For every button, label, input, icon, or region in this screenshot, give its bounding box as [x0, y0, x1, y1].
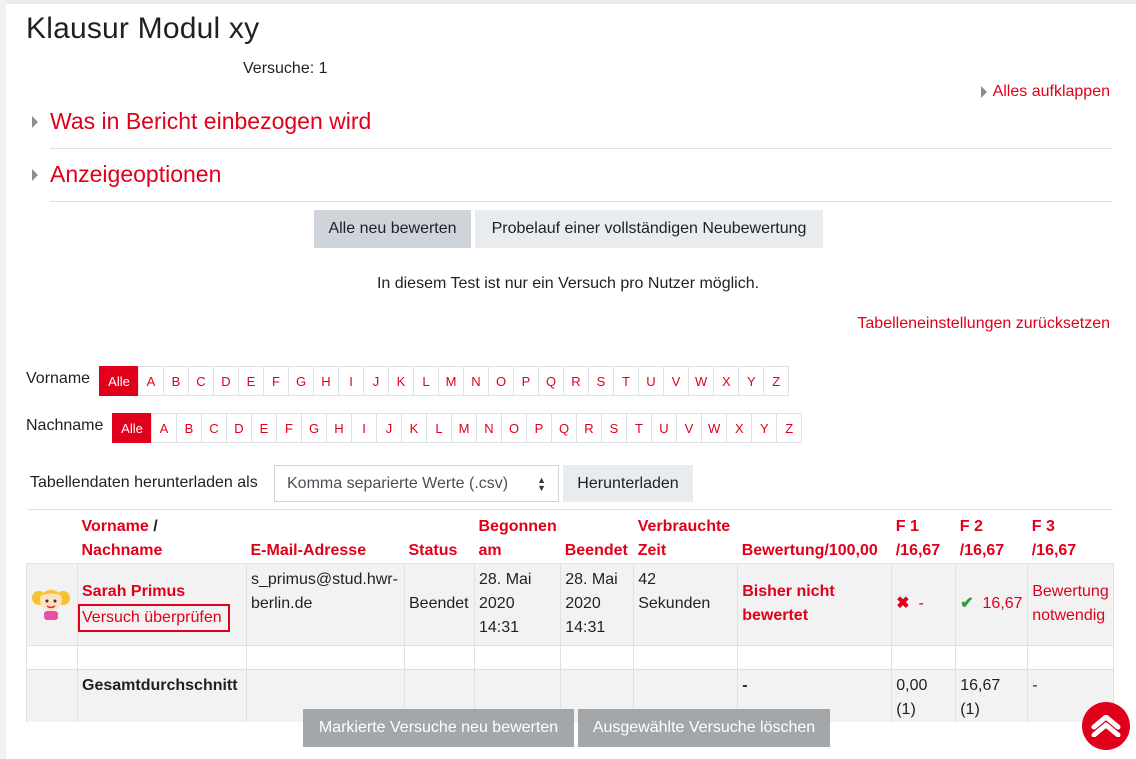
- check-icon: ✔: [960, 595, 974, 612]
- firstname-filter-letter[interactable]: Y: [738, 366, 764, 396]
- lastname-filter-letter[interactable]: I: [351, 413, 377, 443]
- lastname-filter-letter[interactable]: A: [151, 413, 177, 443]
- finished-cell: [561, 564, 634, 646]
- started-time: 14:31: [479, 619, 520, 636]
- download-label: Tabellendaten herunterladen als: [30, 474, 258, 491]
- cross-icon: ✖: [896, 595, 910, 612]
- lastname-filter-letter[interactable]: G: [301, 413, 327, 443]
- time-header-label: Verbrauchte: [637, 518, 731, 535]
- table-header-row: [27, 510, 1114, 564]
- collapse-triangle-icon: [32, 116, 38, 128]
- section-divider: [50, 201, 1112, 202]
- download-format-select[interactable]: [274, 465, 559, 502]
- firstname-filter-letter[interactable]: H: [313, 366, 339, 396]
- status-value: Beendet: [409, 595, 469, 612]
- section-included-toggle[interactable]: [26, 108, 1112, 135]
- lastname-filter-letter[interactable]: Y: [751, 413, 777, 443]
- q2-header-label: F 2: [959, 518, 983, 535]
- lastname-filter-letter[interactable]: F: [276, 413, 302, 443]
- firstname-initials-bar: [99, 366, 789, 396]
- scroll-to-top-button[interactable]: [1082, 702, 1130, 750]
- lastname-filter-letter[interactable]: Q: [551, 413, 577, 443]
- grade-link[interactable]: [742, 580, 887, 628]
- firstname-filter-letter[interactable]: Q: [538, 366, 564, 396]
- started-day: 28. Mai: [479, 571, 532, 588]
- q3-cell: [1028, 564, 1114, 646]
- lastname-filter-letter[interactable]: D: [226, 413, 252, 443]
- top-border: [0, 0, 1136, 4]
- lastname-filter-letter[interactable]: W: [701, 413, 727, 443]
- firstname-filter-letter[interactable]: C: [188, 366, 214, 396]
- started-column-header[interactable]: [475, 510, 561, 564]
- lastname-filter-letter[interactable]: K: [401, 413, 427, 443]
- section-display-title: Anzeigeoptionen: [50, 161, 222, 187]
- download-button[interactable]: Herunterladen: [563, 465, 693, 502]
- q1-value: -: [918, 595, 924, 612]
- firstname-filter-letter[interactable]: N: [463, 366, 489, 396]
- grade-header-label: Bewertung/100,00: [741, 542, 878, 559]
- lastname-filter-letter[interactable]: B: [176, 413, 202, 443]
- lastname-filter-letter[interactable]: N: [476, 413, 502, 443]
- average-label: Gesamtdurchschnitt: [78, 670, 247, 723]
- lastname-filter-label: Nachname: [26, 417, 104, 434]
- q3-header-label: F 3: [1031, 518, 1055, 535]
- finished-column-header[interactable]: [561, 510, 634, 564]
- firstname-filter-letter[interactable]: Z: [763, 366, 789, 396]
- lastname-filter-letter[interactable]: V: [676, 413, 702, 443]
- firstname-filter-letter[interactable]: W: [688, 366, 714, 396]
- email-part-1: s_primus@stud.hwr-: [251, 571, 398, 588]
- expand-all-link[interactable]: [981, 83, 1110, 101]
- status-column-header[interactable]: [405, 510, 475, 564]
- lastname-filter-all[interactable]: Alle: [112, 413, 152, 443]
- q1-link[interactable]: [896, 592, 951, 616]
- name-cell: [78, 564, 247, 646]
- firstname-filter-letter[interactable]: X: [713, 366, 739, 396]
- q3-column-header[interactable]: [1028, 510, 1114, 564]
- started-header-label: Begonnen: [478, 518, 557, 535]
- lastname-filter-letter[interactable]: J: [376, 413, 402, 443]
- reset-table-link[interactable]: Tabelleneinstellungen zurücksetzen: [857, 315, 1110, 332]
- lastname-filter-letter[interactable]: C: [201, 413, 227, 443]
- chevron-up-icon: [1091, 715, 1121, 737]
- started-header-label-2: am: [478, 542, 502, 559]
- name-column-header: [78, 510, 247, 564]
- q1-header-label: F 1: [895, 518, 919, 535]
- lastname-filter-letter[interactable]: E: [251, 413, 277, 443]
- sort-lastname-link[interactable]: Nachname: [81, 542, 163, 559]
- firstname-filter-letter[interactable]: I: [338, 366, 364, 396]
- finished-day: 28. Mai: [565, 571, 618, 588]
- attempts-count: Versuche: 1: [243, 60, 328, 77]
- select-column-header: [27, 510, 78, 564]
- student-name-link[interactable]: Sarah Primus: [82, 583, 186, 600]
- time-cell: [634, 564, 738, 646]
- email-column-header[interactable]: [247, 510, 405, 564]
- regrade-selected-button[interactable]: Markierte Versuche neu bewerten: [303, 709, 574, 747]
- email-cell: [247, 564, 405, 646]
- firstname-filter-letter[interactable]: J: [363, 366, 389, 396]
- dry-run-button[interactable]: Probelauf einer vollständigen Neubewertung: [475, 210, 823, 248]
- firstname-filter-letter[interactable]: A: [138, 366, 164, 396]
- lastname-filter-letter[interactable]: H: [326, 413, 352, 443]
- average-q1: 0,00 (1): [892, 670, 956, 723]
- avatar-cell: [27, 564, 78, 646]
- avatar[interactable]: [31, 582, 71, 622]
- lastname-initials-bar: [112, 413, 802, 443]
- email-header-label: E-Mail-Adresse: [250, 542, 367, 559]
- q1-column-header[interactable]: [892, 510, 956, 564]
- left-shadow: [0, 0, 6, 759]
- table-row: [27, 564, 1114, 646]
- lastname-filter-letter[interactable]: M: [451, 413, 477, 443]
- lastname-filter-letter[interactable]: P: [526, 413, 552, 443]
- finished-header-label: Beendet: [564, 542, 628, 559]
- email-part-2: berlin.de: [251, 595, 313, 612]
- firstname-filter-letter[interactable]: R: [563, 366, 589, 396]
- lastname-filter-letter[interactable]: U: [651, 413, 677, 443]
- review-attempt-link[interactable]: Versuch überprüfen: [78, 604, 230, 632]
- firstname-filter-letter[interactable]: M: [438, 366, 464, 396]
- time-unit: Sekunden: [638, 595, 711, 612]
- table-spacer-row: [27, 646, 1114, 670]
- lastname-filter-letter[interactable]: O: [501, 413, 527, 443]
- grade-column-header[interactable]: [738, 510, 892, 564]
- average-q2: 16,67 (1): [956, 670, 1028, 723]
- header-slash: /: [148, 518, 158, 535]
- grade-cell: [738, 564, 892, 646]
- firstname-filter-letter[interactable]: P: [513, 366, 539, 396]
- firstname-filter-label: Vorname: [26, 370, 91, 387]
- status-cell: [405, 564, 475, 646]
- lastname-filter-letter[interactable]: X: [726, 413, 752, 443]
- time-column-header[interactable]: [634, 510, 738, 564]
- one-attempt-info: In diesem Test ist nur ein Versuch pro Nutzer möglich.: [376, 275, 760, 292]
- grade-line-1: Bisher nicht: [742, 583, 835, 600]
- q2-cell: [956, 564, 1028, 646]
- grade-line-2: bewertet: [742, 607, 809, 624]
- q3-link[interactable]: [1032, 580, 1109, 628]
- firstname-filter-letter[interactable]: D: [213, 366, 239, 396]
- firstname-filter-letter[interactable]: B: [163, 366, 189, 396]
- q2-column-header[interactable]: [956, 510, 1028, 564]
- attempts-table: [26, 509, 1114, 722]
- firstname-filter-letter[interactable]: T: [613, 366, 639, 396]
- finished-year: 2020: [565, 595, 601, 612]
- firstname-filter-letter[interactable]: G: [288, 366, 314, 396]
- firstname-filter-all[interactable]: Alle: [99, 366, 139, 396]
- average-grade: -: [738, 670, 892, 723]
- firstname-filter-letter[interactable]: S: [588, 366, 614, 396]
- q2-link[interactable]: [960, 592, 1023, 616]
- lastname-filter-letter[interactable]: R: [576, 413, 602, 443]
- started-year: 2020: [479, 595, 515, 612]
- q3-line-1: Bewertung: [1032, 583, 1109, 600]
- lastname-filter-letter[interactable]: T: [626, 413, 652, 443]
- download-format-value: Komma separierte Werte (.csv): [287, 474, 509, 492]
- select-arrows-icon: ▲ ▼: [537, 475, 546, 493]
- time-value: 42: [638, 571, 657, 588]
- q2-header-max: /16,67: [959, 542, 1005, 559]
- q1-cell: [892, 564, 956, 646]
- firstname-filter-letter[interactable]: E: [238, 366, 264, 396]
- started-cell: [475, 564, 561, 646]
- q2-value: 16,67: [982, 595, 1023, 612]
- section-divider: [50, 148, 1112, 149]
- lastname-filter-letter[interactable]: S: [601, 413, 627, 443]
- regrade-all-button[interactable]: Alle neu bewerten: [314, 210, 471, 248]
- expand-all-label: Alles aufklappen: [992, 83, 1110, 100]
- average-empty-cell: [27, 670, 78, 723]
- firstname-filter-letter[interactable]: K: [388, 366, 414, 396]
- expand-triangle-icon: [981, 86, 987, 98]
- q3-line-2: notwendig: [1032, 607, 1106, 624]
- firstname-filter-letter[interactable]: F: [263, 366, 289, 396]
- firstname-filter-letter[interactable]: O: [488, 366, 514, 396]
- status-header-label: Status: [408, 542, 458, 559]
- q3-header-max: /16,67: [1031, 542, 1077, 559]
- average-q3: -: [1028, 670, 1114, 723]
- finished-time: 14:31: [565, 619, 606, 636]
- firstname-filter-letter[interactable]: L: [413, 366, 439, 396]
- firstname-filter-letter[interactable]: U: [638, 366, 664, 396]
- page-title: Klausur Modul xy: [26, 12, 260, 45]
- section-display-toggle[interactable]: [26, 161, 1112, 188]
- sort-firstname-link[interactable]: Vorname: [81, 518, 149, 535]
- time-header-label-2: Zeit: [637, 542, 667, 559]
- q1-header-max: /16,67: [895, 542, 941, 559]
- section-included-title: Was in Bericht einbezogen wird: [50, 108, 372, 134]
- delete-selected-button[interactable]: Ausgewählte Versuche löschen: [578, 709, 830, 747]
- collapse-triangle-icon: [32, 169, 38, 181]
- firstname-filter-letter[interactable]: V: [663, 366, 689, 396]
- lastname-filter-letter[interactable]: Z: [776, 413, 802, 443]
- lastname-filter-letter[interactable]: L: [426, 413, 452, 443]
